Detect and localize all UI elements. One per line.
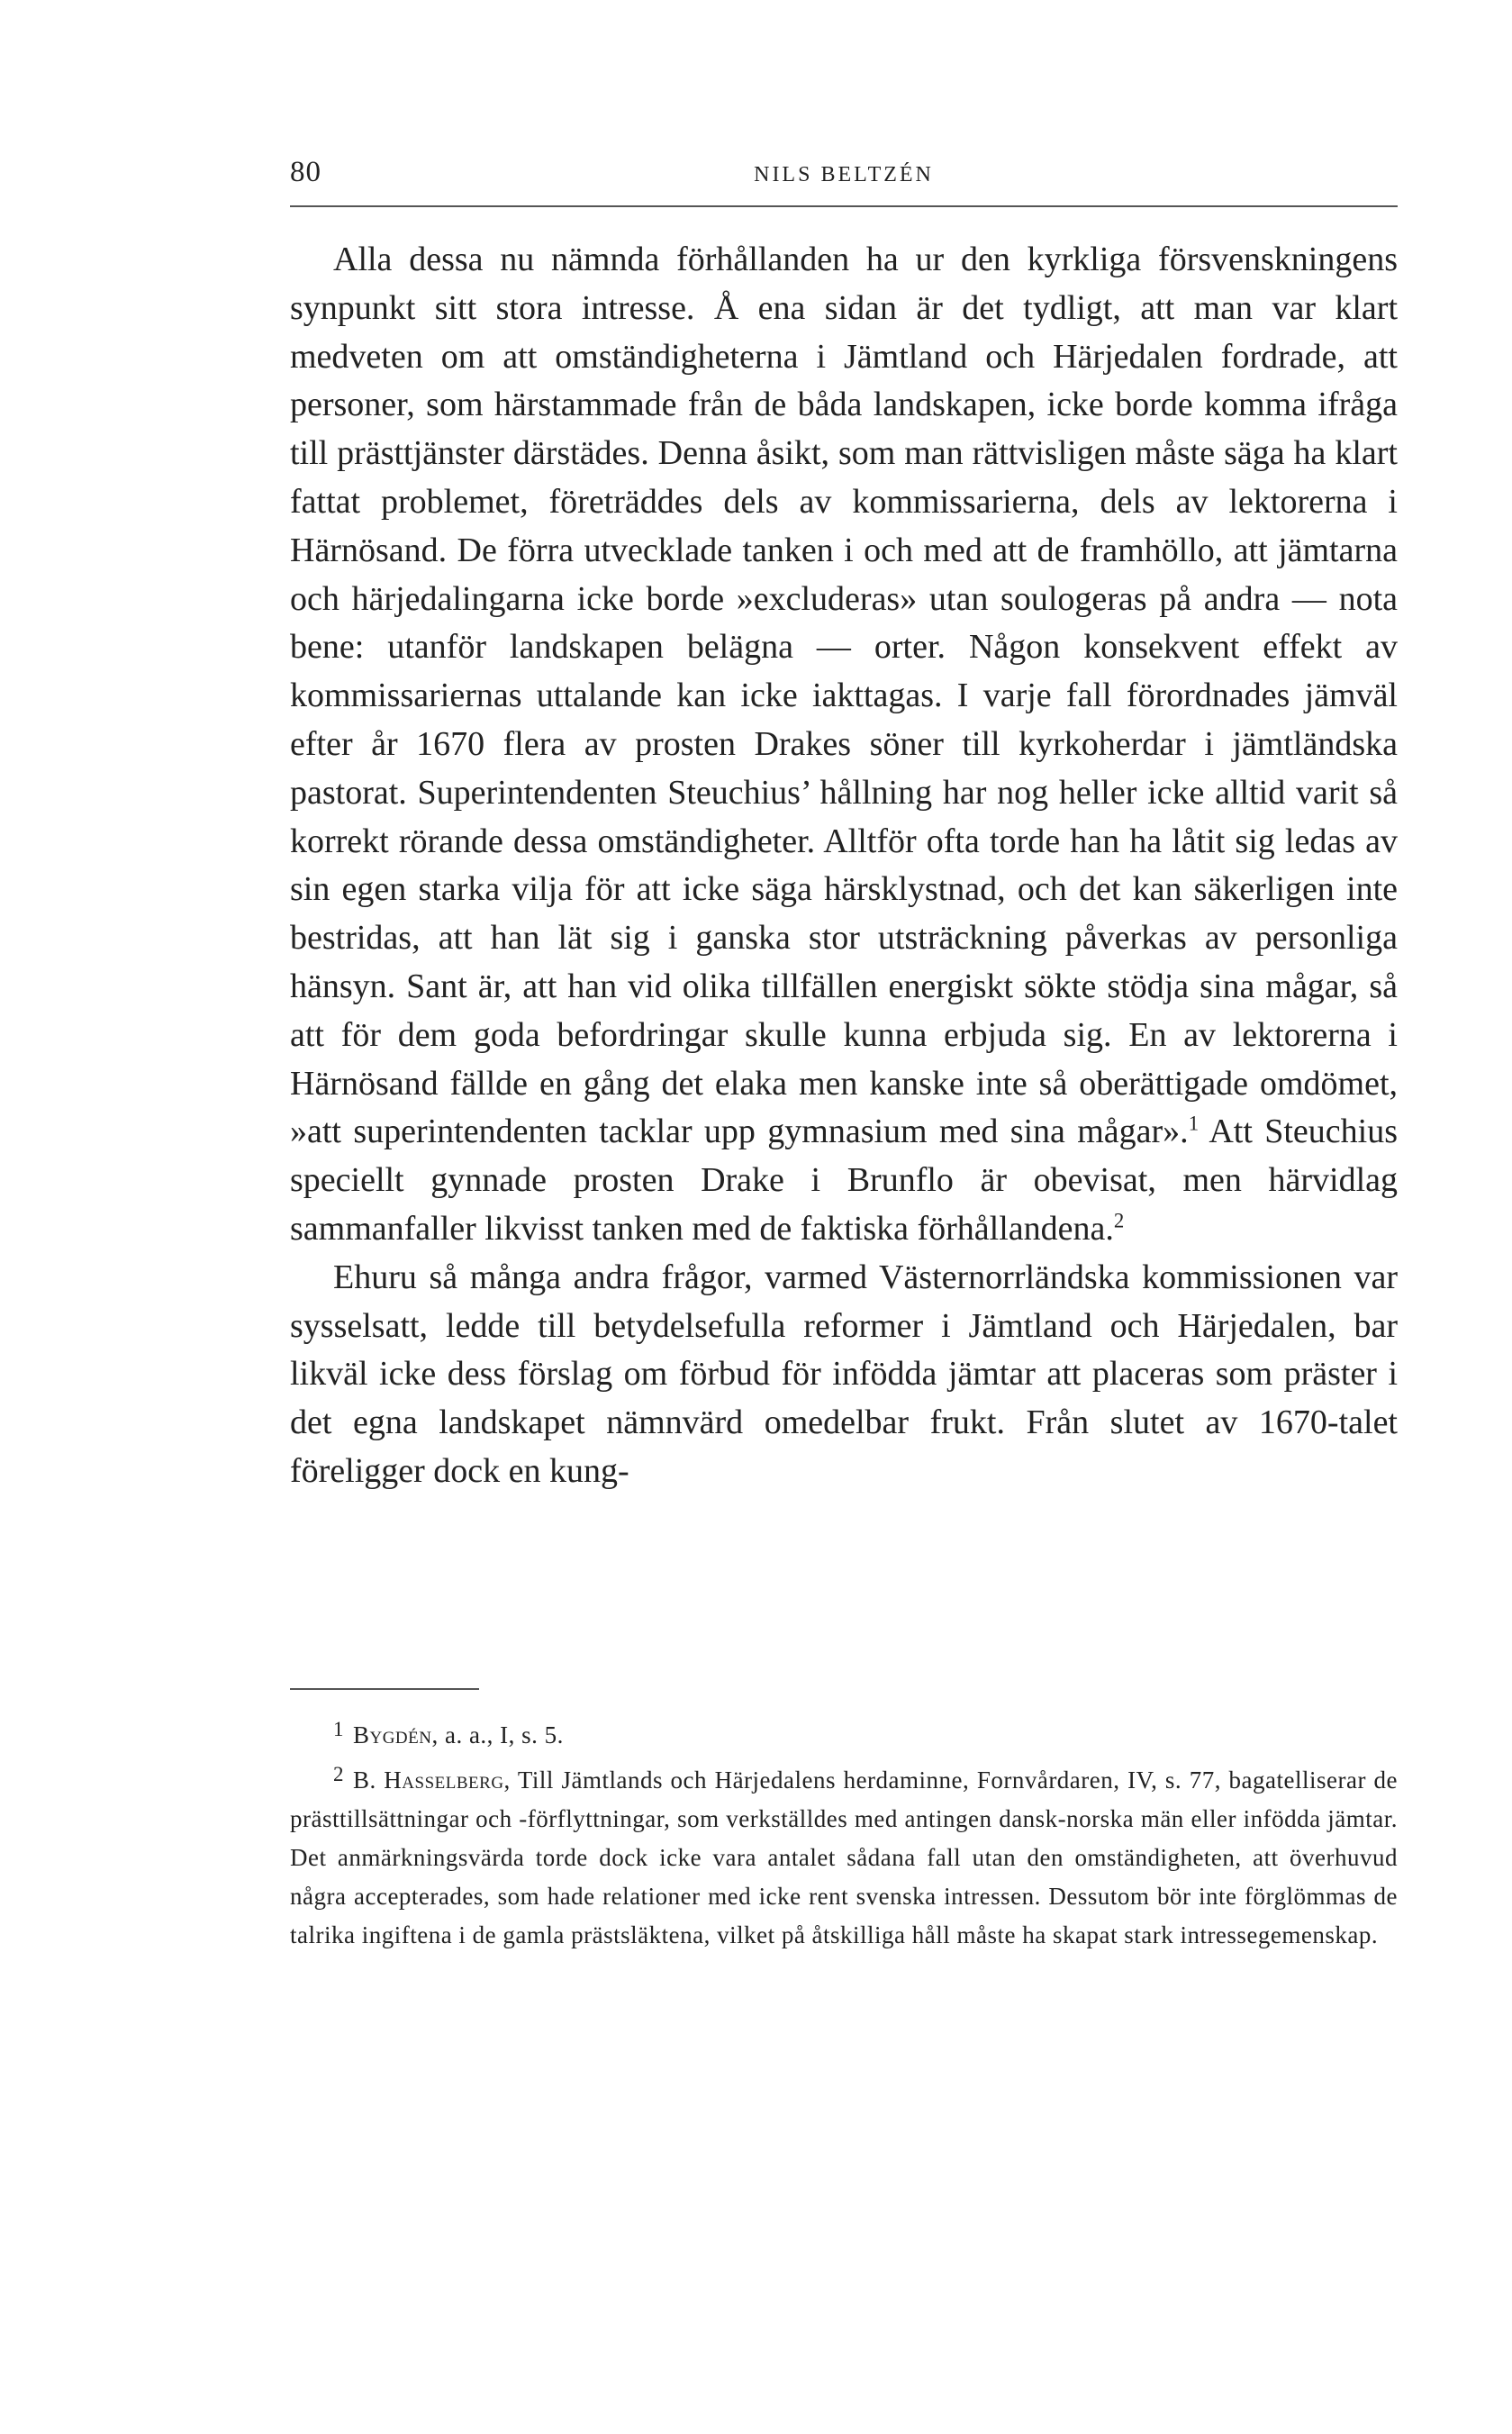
footnote-1 [290,1710,1398,1755]
page-number: 80 [290,156,321,188]
paragraph-1-text: Alla dessa nu nämnda förhållanden ha ur den kyrkliga försvenskningens synpunkt sitt stora intresse. Å ena sidan är det tydligt, att man var klart medveten om att omständigheterna i Jämtland och Härjedalen fordrade, att personer, som härstammade från de båda landskapen, icke borde komma ifråga till prästtjänster därstädes. Denna åsikt, som man rättvisligen måste säga ha klart fattat problemet, företräddes dels av kommissarierna, dels av lektorerna i Härnösand. De förra utvecklade tanken i och med att de framhöllo, att jämtarna och härjedalingarna icke borde »excluderas» utan soulogeras på andra — nota bene: utanför landskapen belägna — orter. Någon konsekvent effekt av kommissariernas uttalande kan icke iakttagas. I varje fall förordnades jämväl efter år 1670 flera av prosten Drakes söner till kyrkoherdar i jämtländska pastorat. Superintendenten Steuchius’ hållning har nog heller icke alltid varit så korrekt rörande dessa omständigheter. Alltför ofta torde han ha låtit sig ledas av sin egen starka vilja för att icke säga härsklystnad, och det kan säkerligen inte bestridas, att han lät sig i ganska stor utsträckning påverkas av personliga hänsyn. Sant är, att han vid olika tillfällen energiskt sökte stödja sina mågar, så att för dem goda befordringar skulle kunna erbjuda sig. En av lektorerna i Härnösand fällde en gång det elaka men kanske inte så oberättigade omdömet, »att superintendenten tacklar upp gymnasium med sina mågar». [290,241,1398,1151]
running-head: NILS BELTZÉN [754,163,934,186]
footnote-author: Hasselberg [384,1766,504,1794]
footnote-text: , Till Jämtlands och Härjedalens herdaminne, Fornvårdaren, IV, s. 77, bagatelliserar de prästtillsättningar och -förflyttningar, som verkställdes med antingen dansk-norska män eller infödda jämtar. Det anmärkningsvärda torde dock icke vara antalet sådana fall utan den omständigheten, att överhuvud några accepterades, som hade relationer med icke rent svenska intressen. Dessutom bör inte förglömmas de talrika ingiftena i de gamla prästsläktena, vilket på åtskilliga håll måste ha skapat stark intressegemenskap. [290,1766,1398,1949]
header-rule [290,205,1398,207]
paragraph-2: Ehuru så många andra frågor, varmed Västernorrländska kommissionen var sysselsatt, ledde till betydelsefulla reformer i Jämtland och Härjedalen, bar likväl icke dess förslag om förbud för infödda jämtar att placeras som präster i det egna landskapet nämnvärd omedelbar frukt. Från slutet av 1670-talet föreligger dock en kung- [290,1258,1398,1490]
body-text [290,236,1398,1496]
paragraph-1-text-continued: Att Steuchius speciellt gynnade prosten Drake i Brunflo är obevisat, men härvidlag sammanfaller likvisst tanken med de faktiska förhållandena. [290,1113,1398,1248]
footnote-rule [290,1688,479,1690]
paragraph-1 [290,236,1398,1254]
footnotes [290,1710,1398,1955]
footnote-number: 2 [333,1763,344,1786]
page-header [290,149,1398,203]
footnote-2 [290,1755,1398,1955]
footnote-text: , a. a., I, s. 5. [431,1721,564,1749]
footnote-author: Bygdén [352,1721,432,1749]
footnote-marker-2[interactable]: 2 [1113,1209,1125,1232]
footnote-marker-1[interactable]: 1 [1188,1112,1200,1135]
footnote-author-initial: B. [352,1766,385,1794]
footnote-number: 1 [333,1718,344,1740]
